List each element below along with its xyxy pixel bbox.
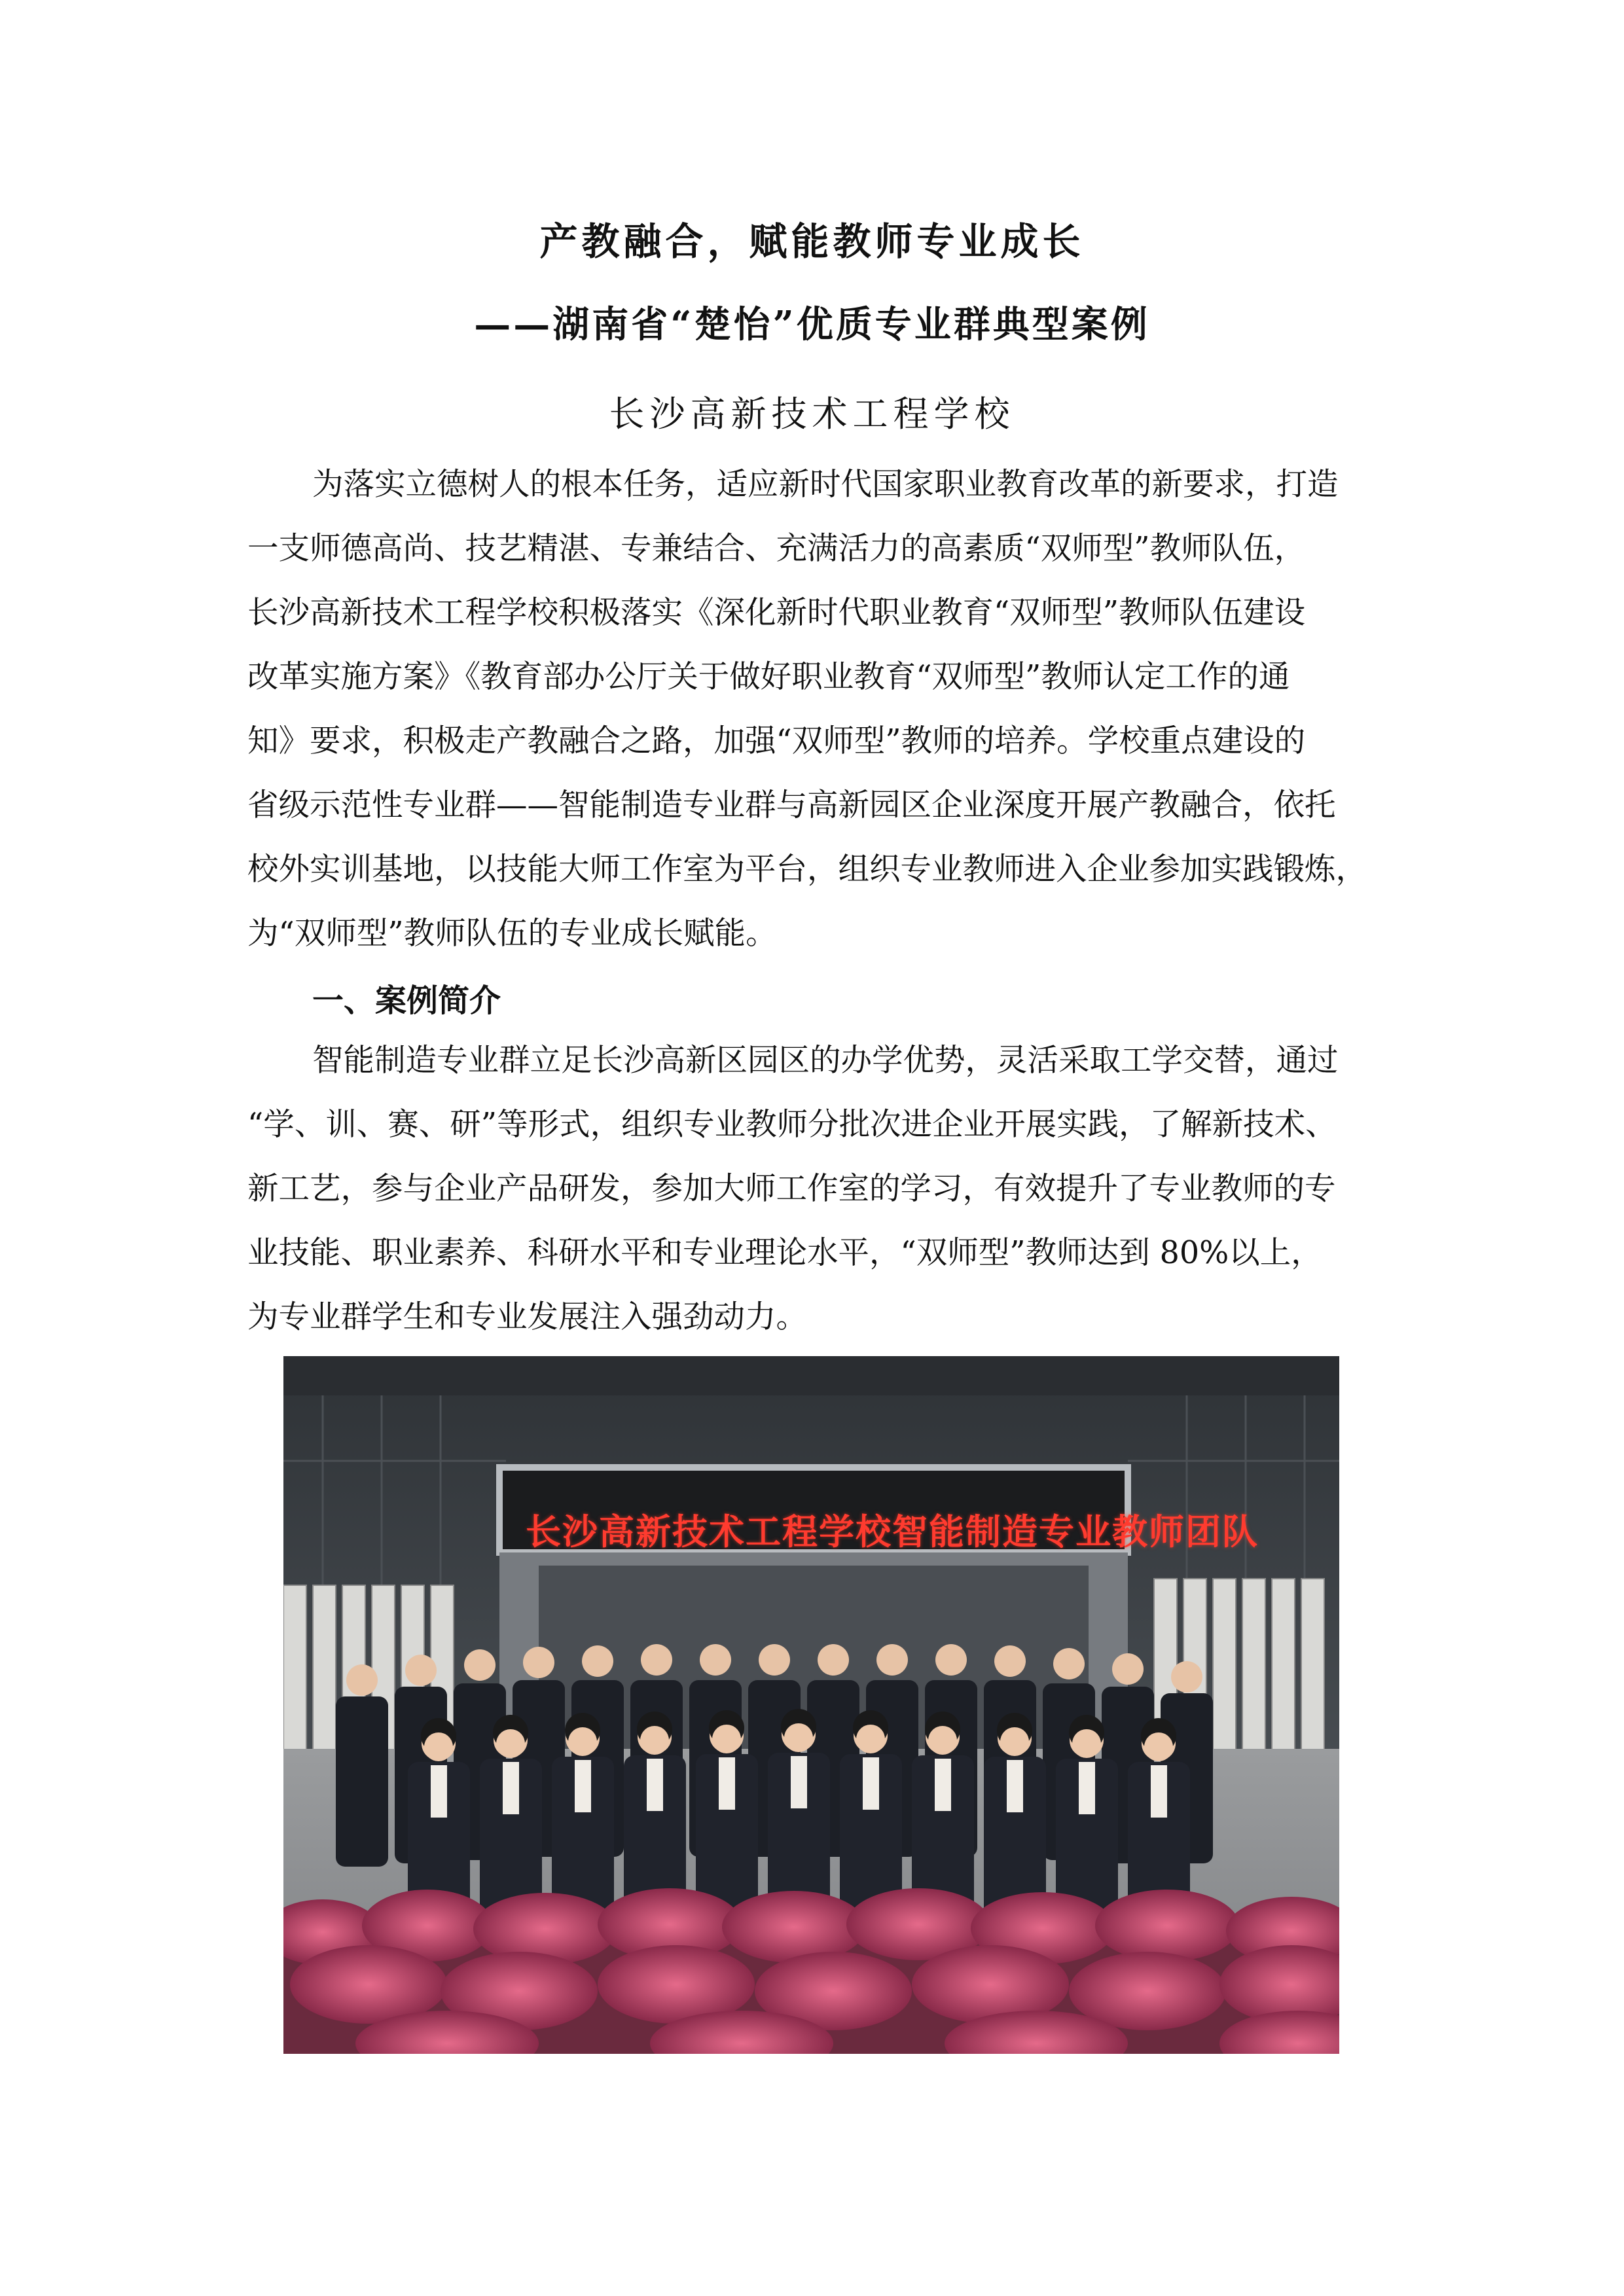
group-photo — [283, 1356, 1339, 2054]
document-subtitle: ——湖南省“楚怡”优质专业群典型案例 — [474, 303, 1150, 346]
paragraph-line: 新工艺，参与企业产品研发，参加大师工作室的学习，有效提升了专业教师的专 — [247, 1171, 1336, 1207]
paragraph-line: 改革实施方案》《教育部办公厅关于做好职业教育“双师型”教师认定工作的通 — [247, 659, 1290, 695]
paragraph-line: “学、训、赛、研”等形式，组织专业教师分批次进企业开展实践，了解新技术、 — [247, 1107, 1337, 1143]
paragraph-line: 为落实立德树人的根本任务，适应新时代国家职业教育改革的新要求，打造 — [312, 467, 1339, 503]
paragraph-line: 业技能、职业素养、科研水平和专业理论水平，“双师型”教师达到 80%以上， — [247, 1235, 1322, 1271]
section-heading: 一、案例简介 — [312, 982, 501, 1019]
paragraph-line: 智能制造专业群立足长沙高新区园区的办学优势，灵活采取工学交替，通过 — [312, 1043, 1339, 1079]
document-title: 产教融合，赋能教师专业成长 — [539, 219, 1085, 264]
paragraph-line: 长沙高新技术工程学校积极落实《深化新时代职业教育“双师型”教师队伍建设 — [247, 595, 1306, 631]
paragraph-line: 知》要求，积极走产教融合之路，加强“双师型”教师的培养。学校重点建设的 — [247, 723, 1306, 759]
paragraph-line: 为专业群学生和专业发展注入强劲动力。 — [247, 1299, 807, 1335]
paragraph-line: 为“双师型”教师队伍的专业成长赋能。 — [247, 916, 777, 952]
paragraph-line: 校外实训基地，以技能大师工作室为平台，组织专业教师进入企业参加实践锻炼， — [247, 852, 1367, 888]
paragraph-line: 一支师德高尚、技艺精湛、专兼结合、充满活力的高素质“双师型”教师队伍， — [247, 531, 1306, 567]
case-paragraph — [247, 1029, 1381, 1350]
author-school: 长沙高新技术工程学校 — [609, 393, 1015, 435]
photo-banner-text: 长沙高新技术工程学校智能制造专业教师团队 — [526, 1511, 1259, 1552]
paragraph-line: 省级示范性专业群——智能制造专业群与高新园区企业深度开展产教融合，依托 — [247, 787, 1336, 823]
intro-paragraph — [247, 453, 1381, 966]
group-photo-icon — [283, 1356, 1339, 2054]
